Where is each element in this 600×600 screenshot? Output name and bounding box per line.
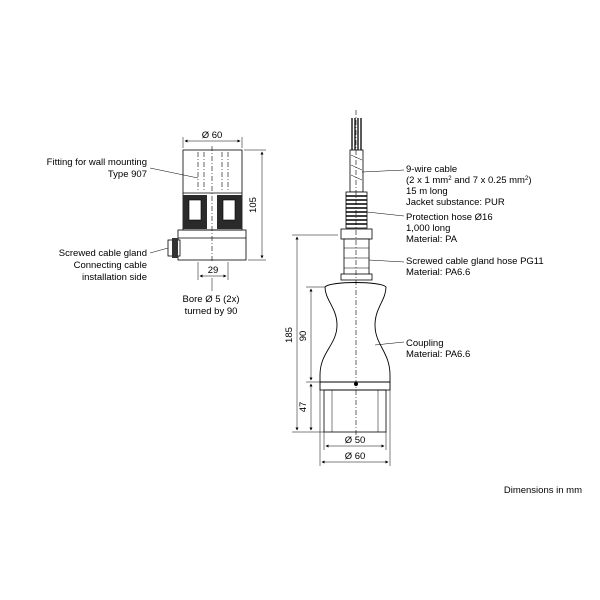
coupling-label-line1: Coupling xyxy=(406,338,444,349)
cable-label-line1: 9-wire cable xyxy=(406,164,458,175)
protection-hose xyxy=(346,192,367,228)
fitting-leader xyxy=(150,168,198,178)
coupling-label-line2: Material: PA6.6 xyxy=(406,349,471,360)
dim-total-height: 185 xyxy=(284,327,295,343)
cable-label-line3: 15 m long xyxy=(406,186,448,197)
fitting-label-line2: Type 907 xyxy=(107,169,147,180)
dim-coupling-height: 90 xyxy=(298,330,309,342)
units-note: Dimensions in mm xyxy=(503,485,582,496)
hose-label-line2: 1,000 long xyxy=(406,223,451,234)
base-plate xyxy=(178,230,246,260)
wall-fitting-view xyxy=(47,130,266,317)
pg-label-line2: Material: PA6.6 xyxy=(406,267,471,278)
cable-label-line4: Jacket substance: PUR xyxy=(406,197,505,208)
cable-wires xyxy=(350,118,363,192)
bore-label-line1: Bore Ø 5 (2x) xyxy=(182,294,240,305)
probe-housing xyxy=(324,390,386,432)
dim-bore-spacing: 29 xyxy=(207,265,219,276)
probe-view xyxy=(284,110,544,466)
clamp-slot-left xyxy=(189,200,201,220)
bore-label-line2: turned by 90 xyxy=(184,306,238,317)
gland-label-line2: Connecting cable xyxy=(73,260,147,271)
pg11-gland xyxy=(341,229,372,280)
hose-label-line3: Material: PA xyxy=(406,234,458,245)
gland-label-line1: Screwed cable gland xyxy=(58,248,147,259)
dim-width-top: Ø 60 xyxy=(201,130,223,141)
coupling-body xyxy=(320,283,390,383)
dim-inner-diameter: Ø 50 xyxy=(344,435,366,446)
cable-label-line2: (2 x 1 $mm^2$ and 7 x 0.25 $mm^2$) xyxy=(406,175,532,186)
cable-gland-nut xyxy=(172,238,178,258)
pg-label-line1: Screwed cable gland hose PG11 xyxy=(406,256,544,267)
gland-leader xyxy=(150,248,168,253)
dim-lower-height: 47 xyxy=(298,401,309,413)
fitting-label-line1: Fitting for wall mounting xyxy=(46,157,147,168)
clamp-slot-right xyxy=(223,200,235,220)
hose-label-line1: Protection hose Ø16 xyxy=(406,212,493,223)
dim-height: 105 xyxy=(248,197,259,213)
gland-label-line3: installation side xyxy=(82,272,147,283)
dim-outer-diameter: Ø 60 xyxy=(344,451,366,462)
center-mark xyxy=(354,382,358,386)
